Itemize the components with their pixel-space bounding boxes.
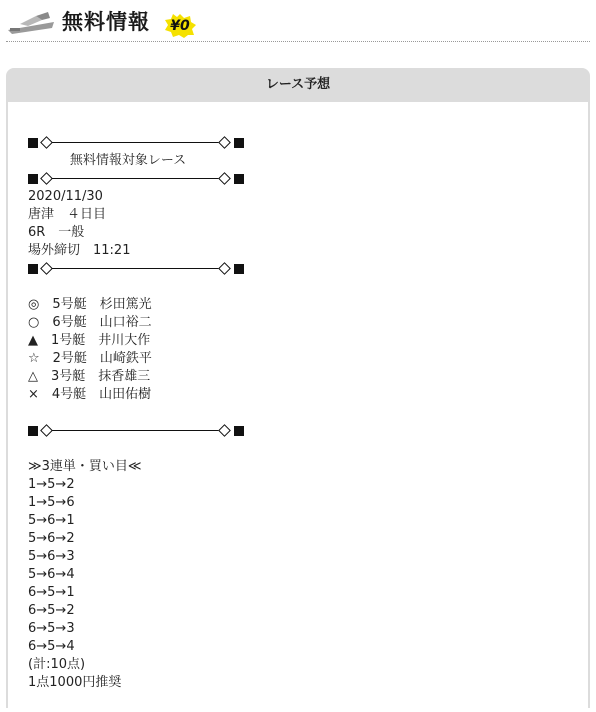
bet-combo: 6→5→1 <box>28 585 75 600</box>
panel-body <box>8 102 588 712</box>
page-title: 無料情報 <box>62 10 150 34</box>
ornament-divider <box>28 170 244 188</box>
race-deadline: 場外締切 11:21 <box>28 243 131 258</box>
race-prediction-panel <box>6 68 590 708</box>
bet-combo: 5→6→4 <box>28 567 75 582</box>
bet-combo: 5→6→1 <box>28 513 75 528</box>
bet-combo: 5→6→2 <box>28 531 75 546</box>
ornament-divider <box>28 260 244 278</box>
bet-combo: 6→5→3 <box>28 621 75 636</box>
bet-recommendation: 1点1000円推奨 <box>28 675 122 690</box>
race-date: 2020/11/30 <box>28 189 103 204</box>
race-venue-day: 唐津 ４日目 <box>28 207 107 222</box>
bet-combo: 1→5→2 <box>28 477 75 492</box>
prediction-item: ◎ 5号艇 杉田篤光 <box>28 297 152 312</box>
prediction-item: ○ 6号艇 山口裕二 <box>28 315 152 330</box>
header-divider <box>6 41 590 42</box>
free-badge-label: ¥0 <box>170 18 190 34</box>
prediction-item: △ 3号艇 抹香雄三 <box>28 369 151 384</box>
bet-combo: 1→5→6 <box>28 495 75 510</box>
bet-combo: 6→5→2 <box>28 603 75 618</box>
boat-icon <box>6 10 56 34</box>
race-number-grade: 6R 一般 <box>28 225 85 240</box>
panel-title: レース予想 <box>265 77 331 92</box>
bet-combo: 6→5→4 <box>28 639 75 654</box>
ornament-divider <box>28 134 244 152</box>
bets-title: ≫3連単・買い目≪ <box>28 459 142 474</box>
free-badge <box>164 14 196 38</box>
page-header <box>0 0 596 42</box>
target-race-label: 無料情報対象レース <box>69 153 187 168</box>
bet-combo: 5→6→3 <box>28 549 75 564</box>
ornament-divider <box>28 422 244 440</box>
prediction-item: ☆ 2号艇 山崎鉄平 <box>28 351 152 366</box>
prediction-item: × 4号艇 山田佑樹 <box>28 387 152 402</box>
prediction-item: ▲ 1号艇 井川大作 <box>28 333 151 348</box>
bet-total: (計:10点) <box>28 657 86 672</box>
